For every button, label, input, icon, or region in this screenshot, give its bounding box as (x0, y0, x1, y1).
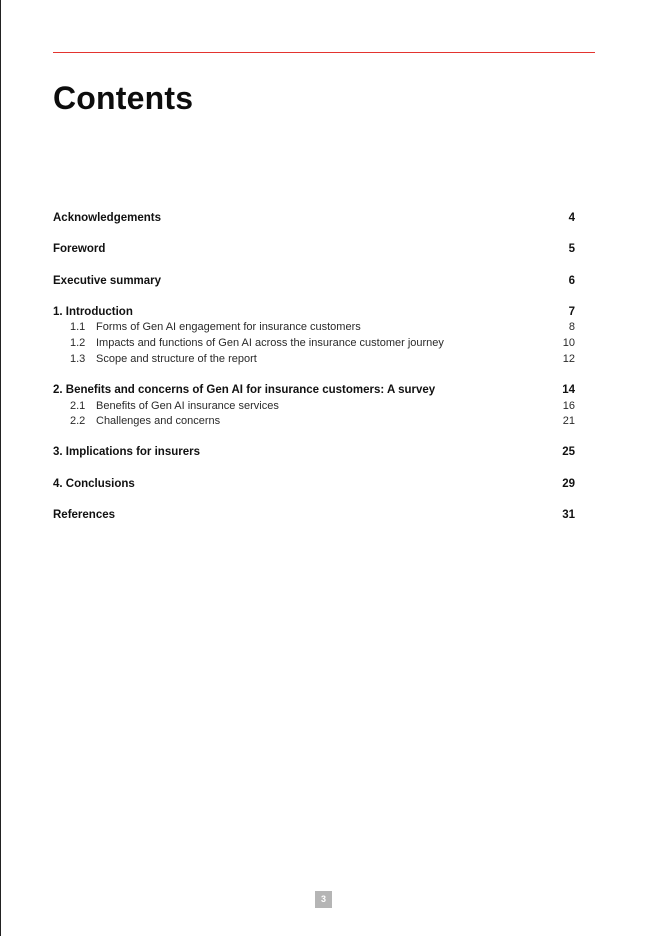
page-number-badge: 3 (315, 891, 332, 908)
toc-subentry-page: 16 (562, 399, 575, 412)
toc-entry-page: 7 (568, 305, 575, 318)
toc-entry[interactable] (53, 508, 575, 524)
toc-section-foreword (53, 242, 575, 258)
toc-subentry-page: 10 (562, 337, 575, 350)
toc-entry[interactable] (53, 445, 575, 461)
toc-entry-page: 29 (562, 477, 575, 490)
toc-section-conclusions (53, 477, 575, 493)
toc-section-acknowledgements (53, 211, 575, 227)
toc-entry-page: 31 (562, 508, 575, 521)
toc-subentry-number: 2.1 (70, 399, 86, 412)
page-title: Contents (53, 80, 194, 116)
toc-entry-label: 2. Benefits and concerns of Gen AI for insurance customers: A survey (53, 383, 436, 396)
toc-entry-label: Executive summary (53, 274, 162, 287)
toc-entry[interactable] (53, 305, 575, 321)
toc-entry[interactable] (53, 383, 575, 399)
toc-subentry-number: 1.1 (70, 321, 86, 334)
toc-subentry[interactable] (53, 320, 575, 336)
toc-section-implications (53, 445, 575, 461)
toc-section-executive-summary (53, 274, 575, 290)
toc-entry-label: References (53, 508, 116, 521)
toc-subentry[interactable] (53, 414, 575, 430)
toc-entry-page: 25 (562, 446, 575, 459)
toc-entry-page: 4 (568, 212, 575, 224)
toc-subentry[interactable] (53, 352, 575, 368)
toc-subentry-number: 1.3 (70, 352, 86, 365)
toc-subentry-number: 1.2 (70, 337, 86, 350)
toc-entry-label: Acknowledgements (53, 212, 161, 224)
toc-entry[interactable] (53, 242, 575, 258)
toc-entry-page: 5 (568, 243, 575, 256)
toc-entry[interactable] (53, 274, 575, 290)
toc-section-benefits-and-concerns (53, 383, 575, 430)
toc-subentry-page: 21 (562, 415, 575, 428)
top-rule (53, 52, 595, 53)
toc-entry-label: Foreword (53, 243, 106, 256)
toc-subentry[interactable] (53, 336, 575, 352)
toc-entry[interactable] (53, 477, 575, 493)
toc-subentry-label: Impacts and functions of Gen AI across the insurance customer journey (96, 337, 444, 350)
toc-subentry-label: Challenges and concerns (96, 415, 221, 428)
toc-subentry-label: Scope and structure of the report (96, 352, 257, 365)
toc-section-introduction (53, 305, 575, 367)
toc-subentry-page: 12 (562, 352, 575, 365)
toc-entry[interactable] (53, 211, 575, 227)
toc-section-references (53, 508, 575, 524)
toc-subentry-number: 2.2 (70, 415, 86, 428)
toc-subentry-label: Forms of Gen AI engagement for insurance customers (96, 321, 361, 334)
toc-subentry-label: Benefits of Gen AI insurance services (96, 399, 279, 412)
page-left-edge (0, 0, 1, 936)
table-of-contents (53, 211, 575, 524)
toc-entry-page: 14 (562, 383, 575, 396)
toc-entry-label: 3. Implications for insurers (53, 446, 200, 459)
toc-subentry[interactable] (53, 399, 575, 415)
toc-subentry-page: 8 (568, 321, 575, 334)
toc-entry-label: 1. Introduction (53, 305, 133, 318)
toc-entry-label: 4. Conclusions (53, 477, 135, 490)
toc-entry-page: 6 (568, 274, 575, 287)
